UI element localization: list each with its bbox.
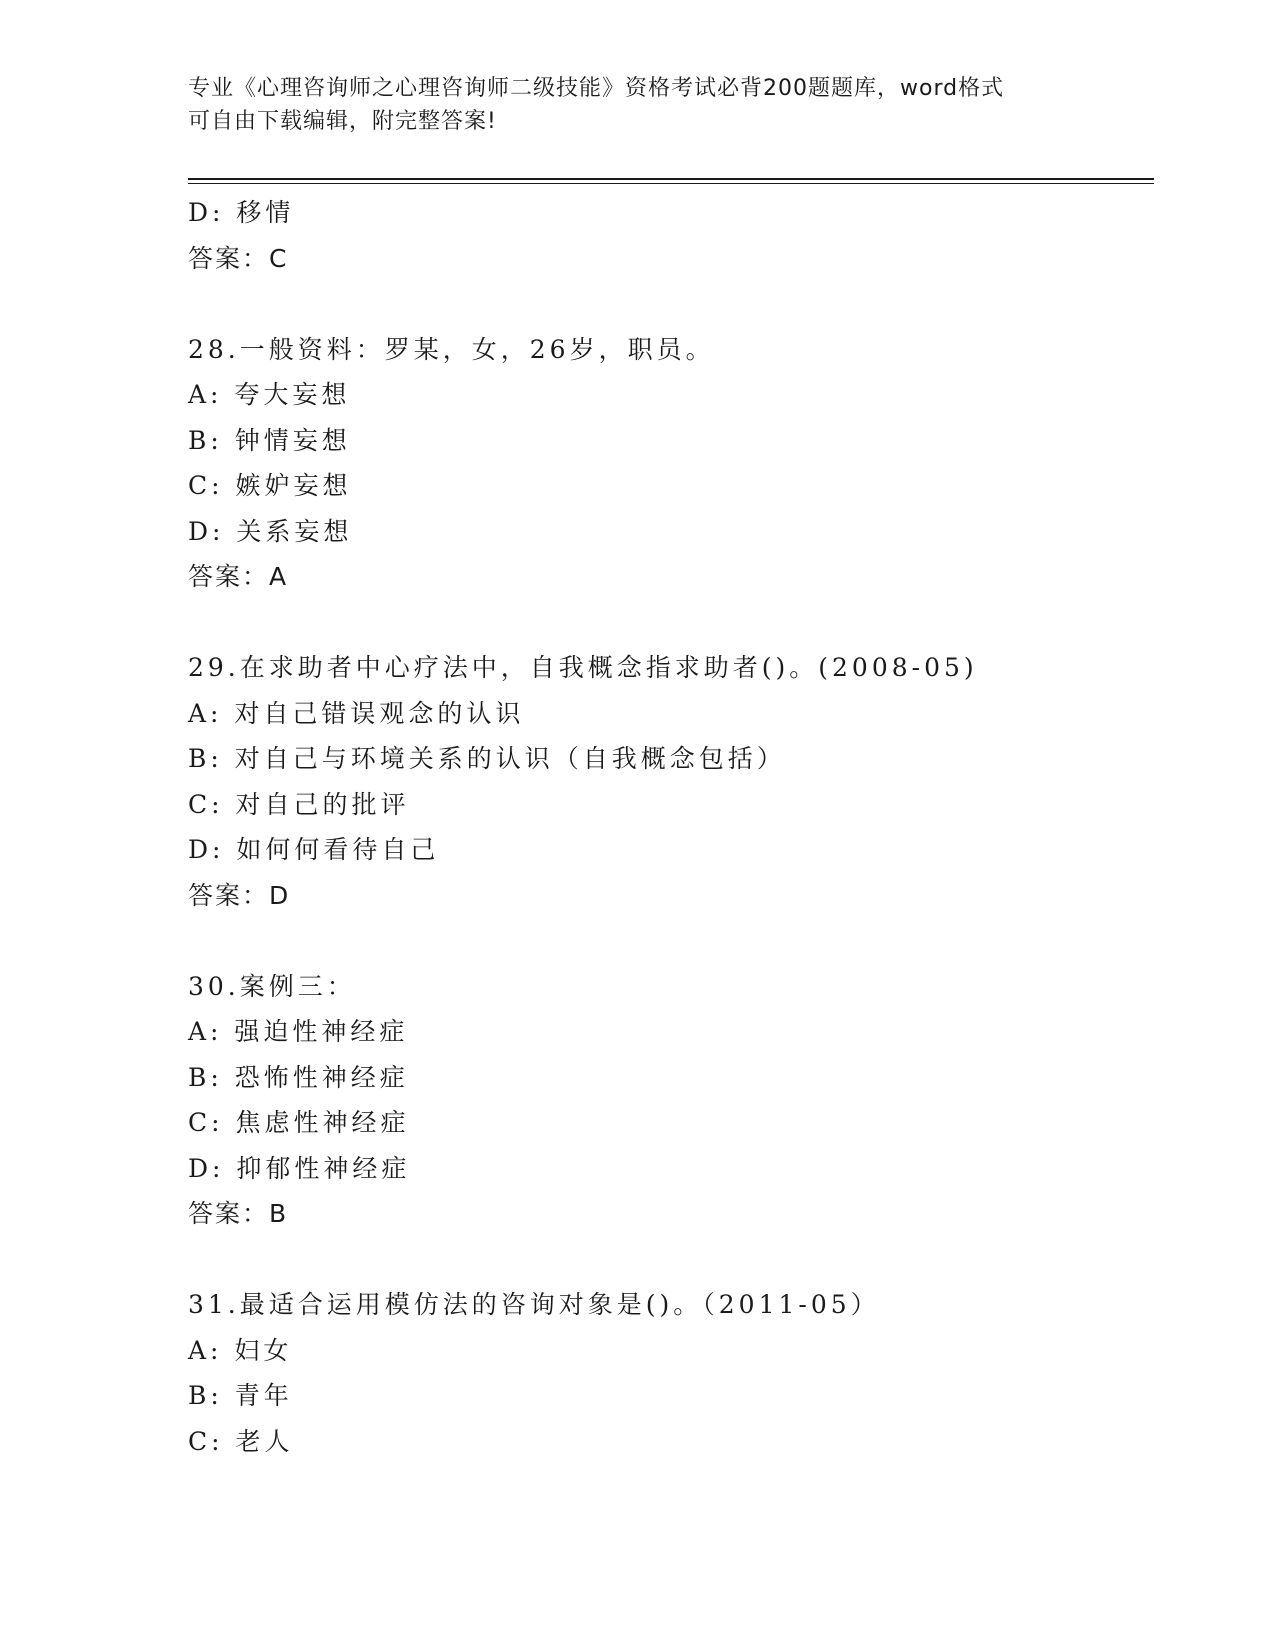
- option-c: C: 嫉妒妄想: [188, 471, 352, 500]
- answer-line: 答案：B: [188, 1199, 289, 1228]
- option-a: A: 夸大妄想: [188, 380, 351, 409]
- header-line-1: 专业《心理咨询师之心理咨询师二级技能》资格考试必背200题题库，word格式: [188, 76, 1005, 101]
- header-divider-bottom: [188, 183, 1154, 184]
- question-31: [188, 1282, 1154, 1464]
- option-b: B: 青年: [188, 1381, 293, 1410]
- header-divider-top: [188, 178, 1154, 180]
- option-b: B: 恐怖性神经症: [188, 1062, 409, 1092]
- option-d: D: 如何何看待自己: [188, 835, 440, 864]
- question-stem: 28.一般资料：罗某，女，26岁，职员。: [188, 334, 715, 364]
- question-29: [188, 645, 1154, 918]
- option-b: B: 钟情妄想: [188, 425, 351, 455]
- option-d: D: 抑郁性神经症: [188, 1153, 411, 1183]
- previous-question-tail: [188, 190, 1154, 281]
- spacer: [188, 1237, 1154, 1283]
- question-30: [188, 964, 1154, 1237]
- option-d: D: 关系妄想: [188, 516, 353, 546]
- question-stem: 31.最适合运用模仿法的咨询对象是()。（2011-05）: [188, 1290, 880, 1319]
- answer-line: 答案：A: [188, 562, 289, 591]
- question-28: [188, 327, 1154, 600]
- option-d: D: 移情: [188, 198, 295, 227]
- option-c: C: 对自己的批评: [188, 789, 410, 819]
- question-stem: 29.在求助者中心疗法中，自我概念指求助者()。(2008-05): [188, 653, 978, 682]
- document-header: [188, 72, 1088, 138]
- option-c: C: 焦虑性神经症: [188, 1108, 410, 1137]
- option-a: A: 对自己错误观念的认识: [188, 698, 525, 728]
- option-c: C: 老人: [188, 1426, 294, 1456]
- spacer: [188, 281, 1154, 327]
- question-stem: 30.案例三：: [188, 971, 356, 1001]
- header-line-2: 可自由下载编辑，附完整答案!: [188, 109, 497, 134]
- answer-line: 答案：C: [188, 243, 289, 273]
- spacer: [188, 918, 1154, 964]
- spacer: [188, 600, 1154, 646]
- option-a: A: 妇女: [188, 1335, 293, 1365]
- option-a: A: 强迫性神经症: [188, 1017, 409, 1046]
- question-list: [188, 190, 1154, 1464]
- answer-line: 答案：D: [188, 880, 291, 910]
- option-b: B: 对自己与环境关系的认识（自我概念包括）: [188, 744, 786, 773]
